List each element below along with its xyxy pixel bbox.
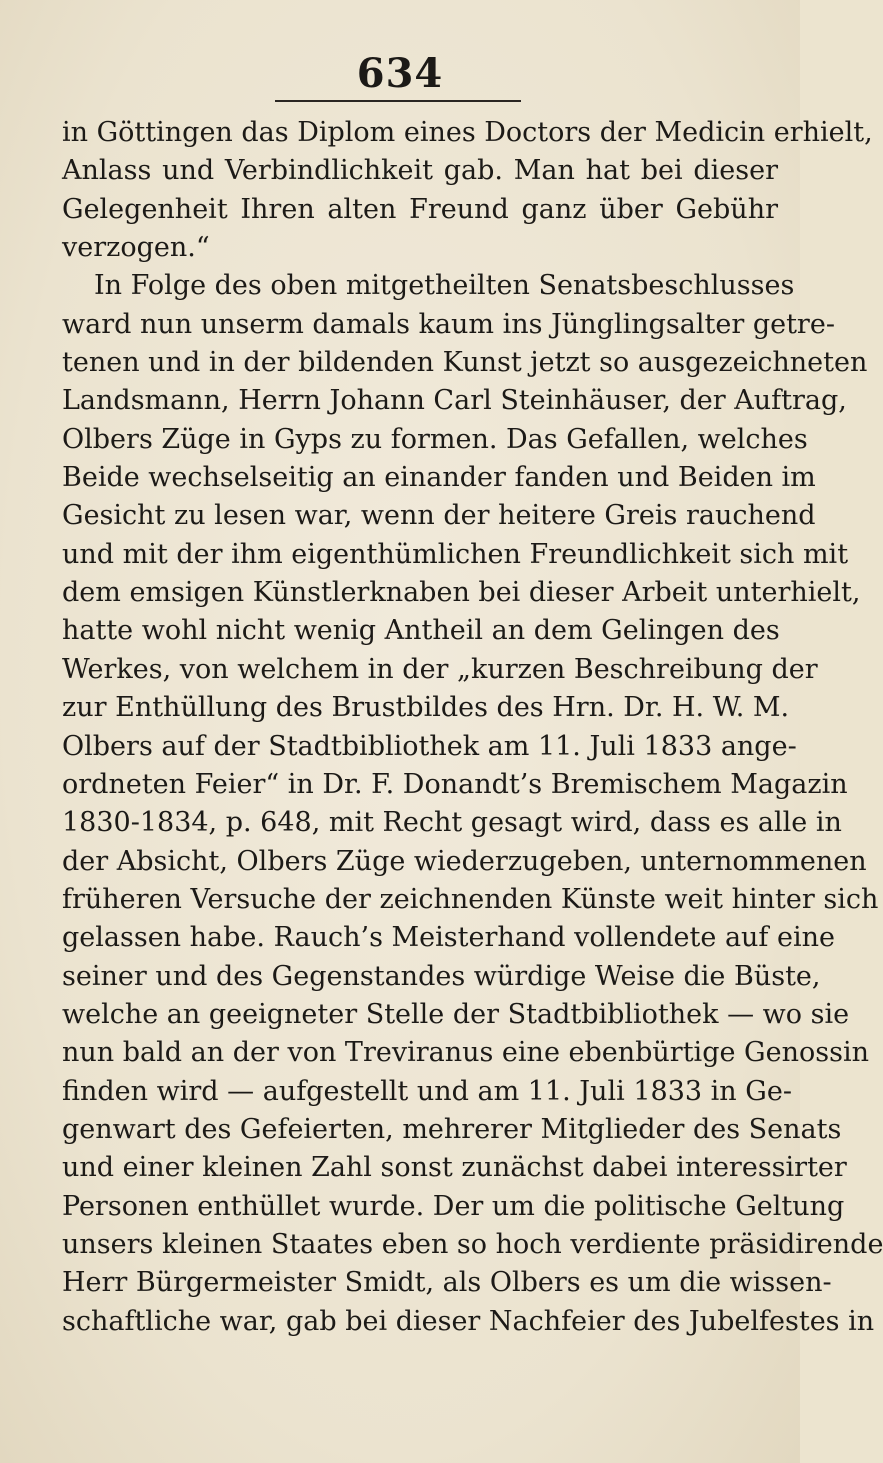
text-line: unsers kleinen Staates eben so hoch verdiente präsidirende: [62, 1228, 883, 1260]
text-line: Herr Bürgermeister Smidt, als Olbers es um die wissen-: [62, 1267, 832, 1299]
text-line: In Folge des oben mitgetheilten Senatsbeschlusses: [94, 270, 795, 302]
text-line: dem emsigen Künstlerknaben bei dieser Arbeit unterhielt,: [62, 577, 861, 609]
text-line: schaftliche war, gab bei dieser Nachfeier des Jubelfestes in: [62, 1305, 875, 1337]
text-line: ordneten Feier“ in Dr. F. Donandt’s Bremischem Magazin: [62, 768, 848, 800]
page-number: 634: [356, 50, 444, 97]
text-line: und mit der ihm eigenthümlichen Freundlichkeit sich mit: [62, 538, 849, 570]
text-line: Gelegenheit Ihren alten Freund ganz über Gebühr: [62, 193, 778, 225]
body-text: [62, 114, 883, 1341]
text-line: Gesicht zu lesen war, wenn der heitere Greis rauchend: [62, 500, 816, 532]
header-rule: [275, 100, 521, 102]
text-line: hatte wohl nicht wenig Antheil an dem Gelingen des: [62, 615, 780, 647]
text-line: der Absicht, Olbers Züge wiederzugeben, unternommenen: [62, 845, 867, 877]
text-line: seiner und des Gegenstandes würdige Weise die Büste,: [62, 960, 821, 992]
text-line: nun bald an der von Treviranus eine ebenbürtige Genossin: [62, 1037, 869, 1069]
text-line: und einer kleinen Zahl sonst zunächst dabei interessirter: [62, 1152, 847, 1184]
text-line: verzogen.“: [62, 232, 210, 264]
text-line: Beide wechselseitig an einander fanden und Beiden im: [62, 462, 816, 494]
text-line: Personen enthüllet wurde. Der um die politische Geltung: [62, 1190, 845, 1222]
text-line: gelassen habe. Rauch’s Meisterhand vollendete auf eine: [62, 922, 835, 954]
text-line: genwart des Gefeierten, mehrerer Mitglieder des Senats: [62, 1113, 842, 1145]
text-line: zur Enthüllung des Brustbildes des Hrn. Dr. H. W. M.: [62, 692, 790, 724]
text-line: tenen und in der bildenden Kunst jetzt so ausgezeichneten: [62, 347, 868, 379]
text-line: Olbers Züge in Gyps zu formen. Das Gefallen, welches: [62, 423, 808, 455]
text-line: welche an geeigneter Stelle der Stadtbibliothek — wo sie: [62, 998, 850, 1030]
text-line: 1830-1834, p. 648, mit Recht gesagt wird, dass es alle in: [62, 807, 842, 839]
text-line: Werkes, von welchem in der „kurzen Beschreibung der: [62, 653, 818, 685]
text-line: Olbers auf der Stadtbibliothek am 11. Juli 1833 ange-: [62, 730, 797, 762]
text-line: Landsmann, Herrn Johann Carl Steinhäuser, der Auftrag,: [62, 385, 847, 417]
text-line: früheren Versuche der zeichnenden Künste weit hinter sich: [62, 883, 879, 915]
text-line: finden wird — aufgestellt und am 11. Juli 1833 in Ge-: [62, 1075, 792, 1107]
text-line: Anlass und Verbindlichkeit gab. Man hat bei dieser: [62, 155, 778, 187]
text-line: in Göttingen das Diplom eines Doctors der Medicin erhielt,: [62, 117, 873, 148]
text-line: ward nun unserm damals kaum ins Jünglingsalter getre-: [62, 308, 835, 340]
